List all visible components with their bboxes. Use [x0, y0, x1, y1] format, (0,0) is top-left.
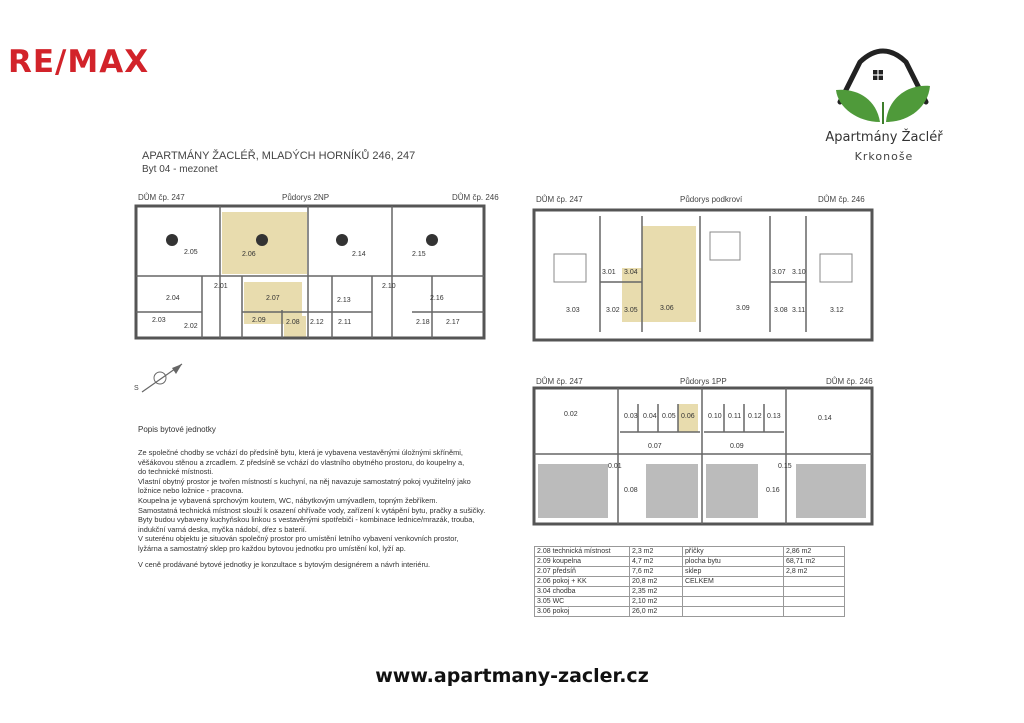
description-line: Byty budou vybaveny kuchyňskou linkou s vestavěnými spotřebiči - kombinace lednice/mrazák, trouba, — [138, 515, 475, 525]
table-cell — [784, 607, 845, 617]
remax-logo-left: RE — [8, 44, 56, 80]
table-row — [535, 557, 845, 567]
table-cell: 2.06 pokoj + KK — [535, 577, 630, 587]
table-cell: 2,35 m2 — [630, 587, 683, 597]
room-label: 3.07 — [772, 269, 786, 276]
table-cell: příčky — [683, 547, 784, 557]
room-label: 3.02 — [606, 307, 620, 314]
table-cell: 4,7 m2 — [630, 557, 683, 567]
room-label: 0.03 — [624, 413, 638, 420]
room-label: 0.10 — [708, 413, 722, 420]
room-label: 3.12 — [830, 307, 844, 314]
areas-table — [534, 546, 845, 617]
table-cell: 3.06 pokoj — [535, 607, 630, 617]
table-row — [535, 597, 845, 607]
website-url[interactable]: www.apartmany-zacler.cz — [375, 665, 649, 687]
room-label: 2.01 — [214, 283, 228, 290]
room-label: 2.04 — [166, 295, 180, 302]
table-cell: 7,6 m2 — [630, 567, 683, 577]
room-label: 2.14 — [352, 251, 366, 258]
room-label: 2.13 — [337, 297, 351, 304]
room-label: 3.06 — [660, 305, 674, 312]
description-line: Samostatná technická místnost slouží k osazení ohřívače vody, zařízení k vytápění bytu, pračky a sušičky. — [138, 505, 486, 515]
room-label: 0.02 — [564, 411, 578, 418]
room-label: 3.01 — [602, 269, 616, 276]
table-cell: CELKEM — [683, 577, 784, 587]
table-cell — [784, 597, 845, 607]
room-label: 3.11 — [792, 307, 806, 314]
table-cell: 68,71 m2 — [784, 557, 845, 567]
basement-left-house: DŮM čp. 247 — [536, 377, 583, 386]
table-cell: sklep — [683, 567, 784, 577]
description-line: lyžárna a samostatný sklep pro každou bytovou jednotku pro umístění kol, lyží ap. — [138, 543, 406, 553]
table-cell: 2,8 m2 — [784, 567, 845, 577]
basement-right-house: DŮM čp. 246 — [826, 377, 873, 386]
room-label: 3.09 — [736, 305, 750, 312]
room-label: 2.12 — [310, 319, 324, 326]
logo-subtitle: Krkonoše — [854, 150, 914, 163]
room-label: 0.15 — [778, 463, 792, 470]
document-subtitle: Byt 04 - mezonet — [142, 164, 218, 175]
table-cell: 3.05 WC — [535, 597, 630, 607]
description-line: Ze společné chodby se vchází do předsíně bytu, která je vybavena vestavěnými úložnými skříněmi, — [138, 448, 463, 457]
room-label: 0.04 — [643, 413, 657, 420]
room-label: 2.09 — [252, 317, 266, 324]
attic-right-house: DŮM čp. 246 — [818, 195, 865, 204]
room-label: 3.08 — [774, 307, 788, 314]
room-label: 0.11 — [728, 413, 742, 420]
basement-title: Půdorys 1PP — [680, 377, 727, 386]
room-label: 2.16 — [430, 295, 444, 302]
room-label: 0.14 — [818, 415, 832, 422]
description-line: ložnice nebo ložnice - pracovna. — [138, 486, 244, 496]
remax-logo-slash: / — [55, 44, 68, 80]
table-cell — [683, 607, 784, 617]
room-label: 2.07 — [266, 295, 280, 302]
compass-icon — [134, 360, 186, 398]
table-cell: 2.08 technická místnost — [535, 547, 630, 557]
room-label: 0.06 — [681, 413, 695, 420]
table-cell — [683, 587, 784, 597]
table-row — [535, 577, 845, 587]
attic-title: Půdorys podkroví — [680, 195, 743, 204]
table-cell: plocha bytu — [683, 557, 784, 567]
room-label: 2.03 — [152, 317, 166, 324]
document-title: APARTMÁNY ŽACLÉŘ, MLADÝCH HORNÍKŮ 246, 247 — [142, 150, 416, 162]
table-row — [535, 547, 845, 557]
table-cell: 20,8 m2 — [630, 577, 683, 587]
floor2-left-house: DŮM čp. 247 — [138, 193, 185, 202]
table-cell: 2.07 předsíň — [535, 567, 630, 577]
description-line: Koupelna je vybavená sprchovým koutem, WC, nábytkovým umývadlem, topným žebříkem. — [138, 495, 438, 505]
description-line: věšákovou stěnou a zrcadlem. Z předsíně se vchází do vlastního obytného prostoru, do koupelny a, — [138, 457, 465, 467]
remax-logo-right: MAX — [67, 44, 150, 80]
room-label: 3.10 — [792, 269, 806, 276]
floor2-title: Půdorys 2NP — [282, 193, 330, 202]
room-label: 2.05 — [184, 249, 198, 256]
room-label: 0.12 — [748, 413, 762, 420]
room-label: 0.13 — [767, 413, 781, 420]
room-label: 2.18 — [416, 319, 430, 326]
table-cell: 2,86 m2 — [784, 547, 845, 557]
table-cell: 2,3 m2 — [630, 547, 683, 557]
room-label: 0.05 — [662, 413, 676, 420]
table-cell: 3.04 chodba — [535, 587, 630, 597]
floor2-right-house: DŮM čp. 246 — [452, 193, 499, 202]
room-label: 2.06 — [242, 251, 256, 258]
compass-label: S — [134, 385, 139, 392]
table-cell — [784, 577, 845, 587]
description-line: do technické místnosti. — [138, 467, 214, 477]
table-cell: 26,0 m2 — [630, 607, 683, 617]
room-label: 2.08 — [286, 319, 300, 326]
room-label: 3.04 — [624, 269, 638, 276]
room-label: 0.07 — [648, 443, 662, 450]
floor-plan-1pp — [530, 374, 880, 530]
room-label: 0.08 — [624, 487, 638, 494]
table-row — [535, 567, 845, 577]
room-label: 3.05 — [624, 307, 638, 314]
description-heading: Popis bytové jednotky — [138, 425, 216, 434]
room-label: 3.03 — [566, 307, 580, 314]
table-cell — [683, 597, 784, 607]
floor-plan-attic — [530, 192, 880, 350]
table-cell — [784, 587, 845, 597]
table-cell: 2.09 koupelna — [535, 557, 630, 567]
description-line: V ceně prodávané bytové jednotky je konzultace s bytovým designérem a návrh interiéru. — [138, 559, 431, 569]
room-label: 2.10 — [382, 283, 396, 290]
table-row — [535, 587, 845, 597]
logo-title: Apartmány Žacléř — [825, 130, 943, 145]
description-text — [138, 448, 488, 569]
room-label: 2.15 — [412, 251, 426, 258]
table-cell: 2,10 m2 — [630, 597, 683, 607]
room-label: 0.01 — [608, 463, 622, 470]
description-line: indukční varná deska, myčka nádobí, dřez s baterií. — [138, 524, 307, 534]
attic-left-house: DŮM čp. 247 — [536, 195, 583, 204]
floor-plan-2np — [132, 190, 499, 350]
room-label: 2.02 — [184, 323, 198, 330]
room-label: 2.11 — [338, 319, 352, 326]
description-line: Vlastní obytný prostor je tvořen místností s kuchyní, na něj navazuje samostatný pokoj využitelný jako — [138, 476, 471, 486]
room-label: 2.17 — [446, 319, 460, 326]
description-line: V suterénu objektu je situován společný prostor pro umístění letního vybavení venkovních prostor, — [138, 534, 459, 544]
table-row — [535, 607, 845, 617]
remax-logo — [8, 44, 149, 80]
room-label: 0.16 — [766, 487, 780, 494]
room-label: 0.09 — [730, 443, 744, 450]
